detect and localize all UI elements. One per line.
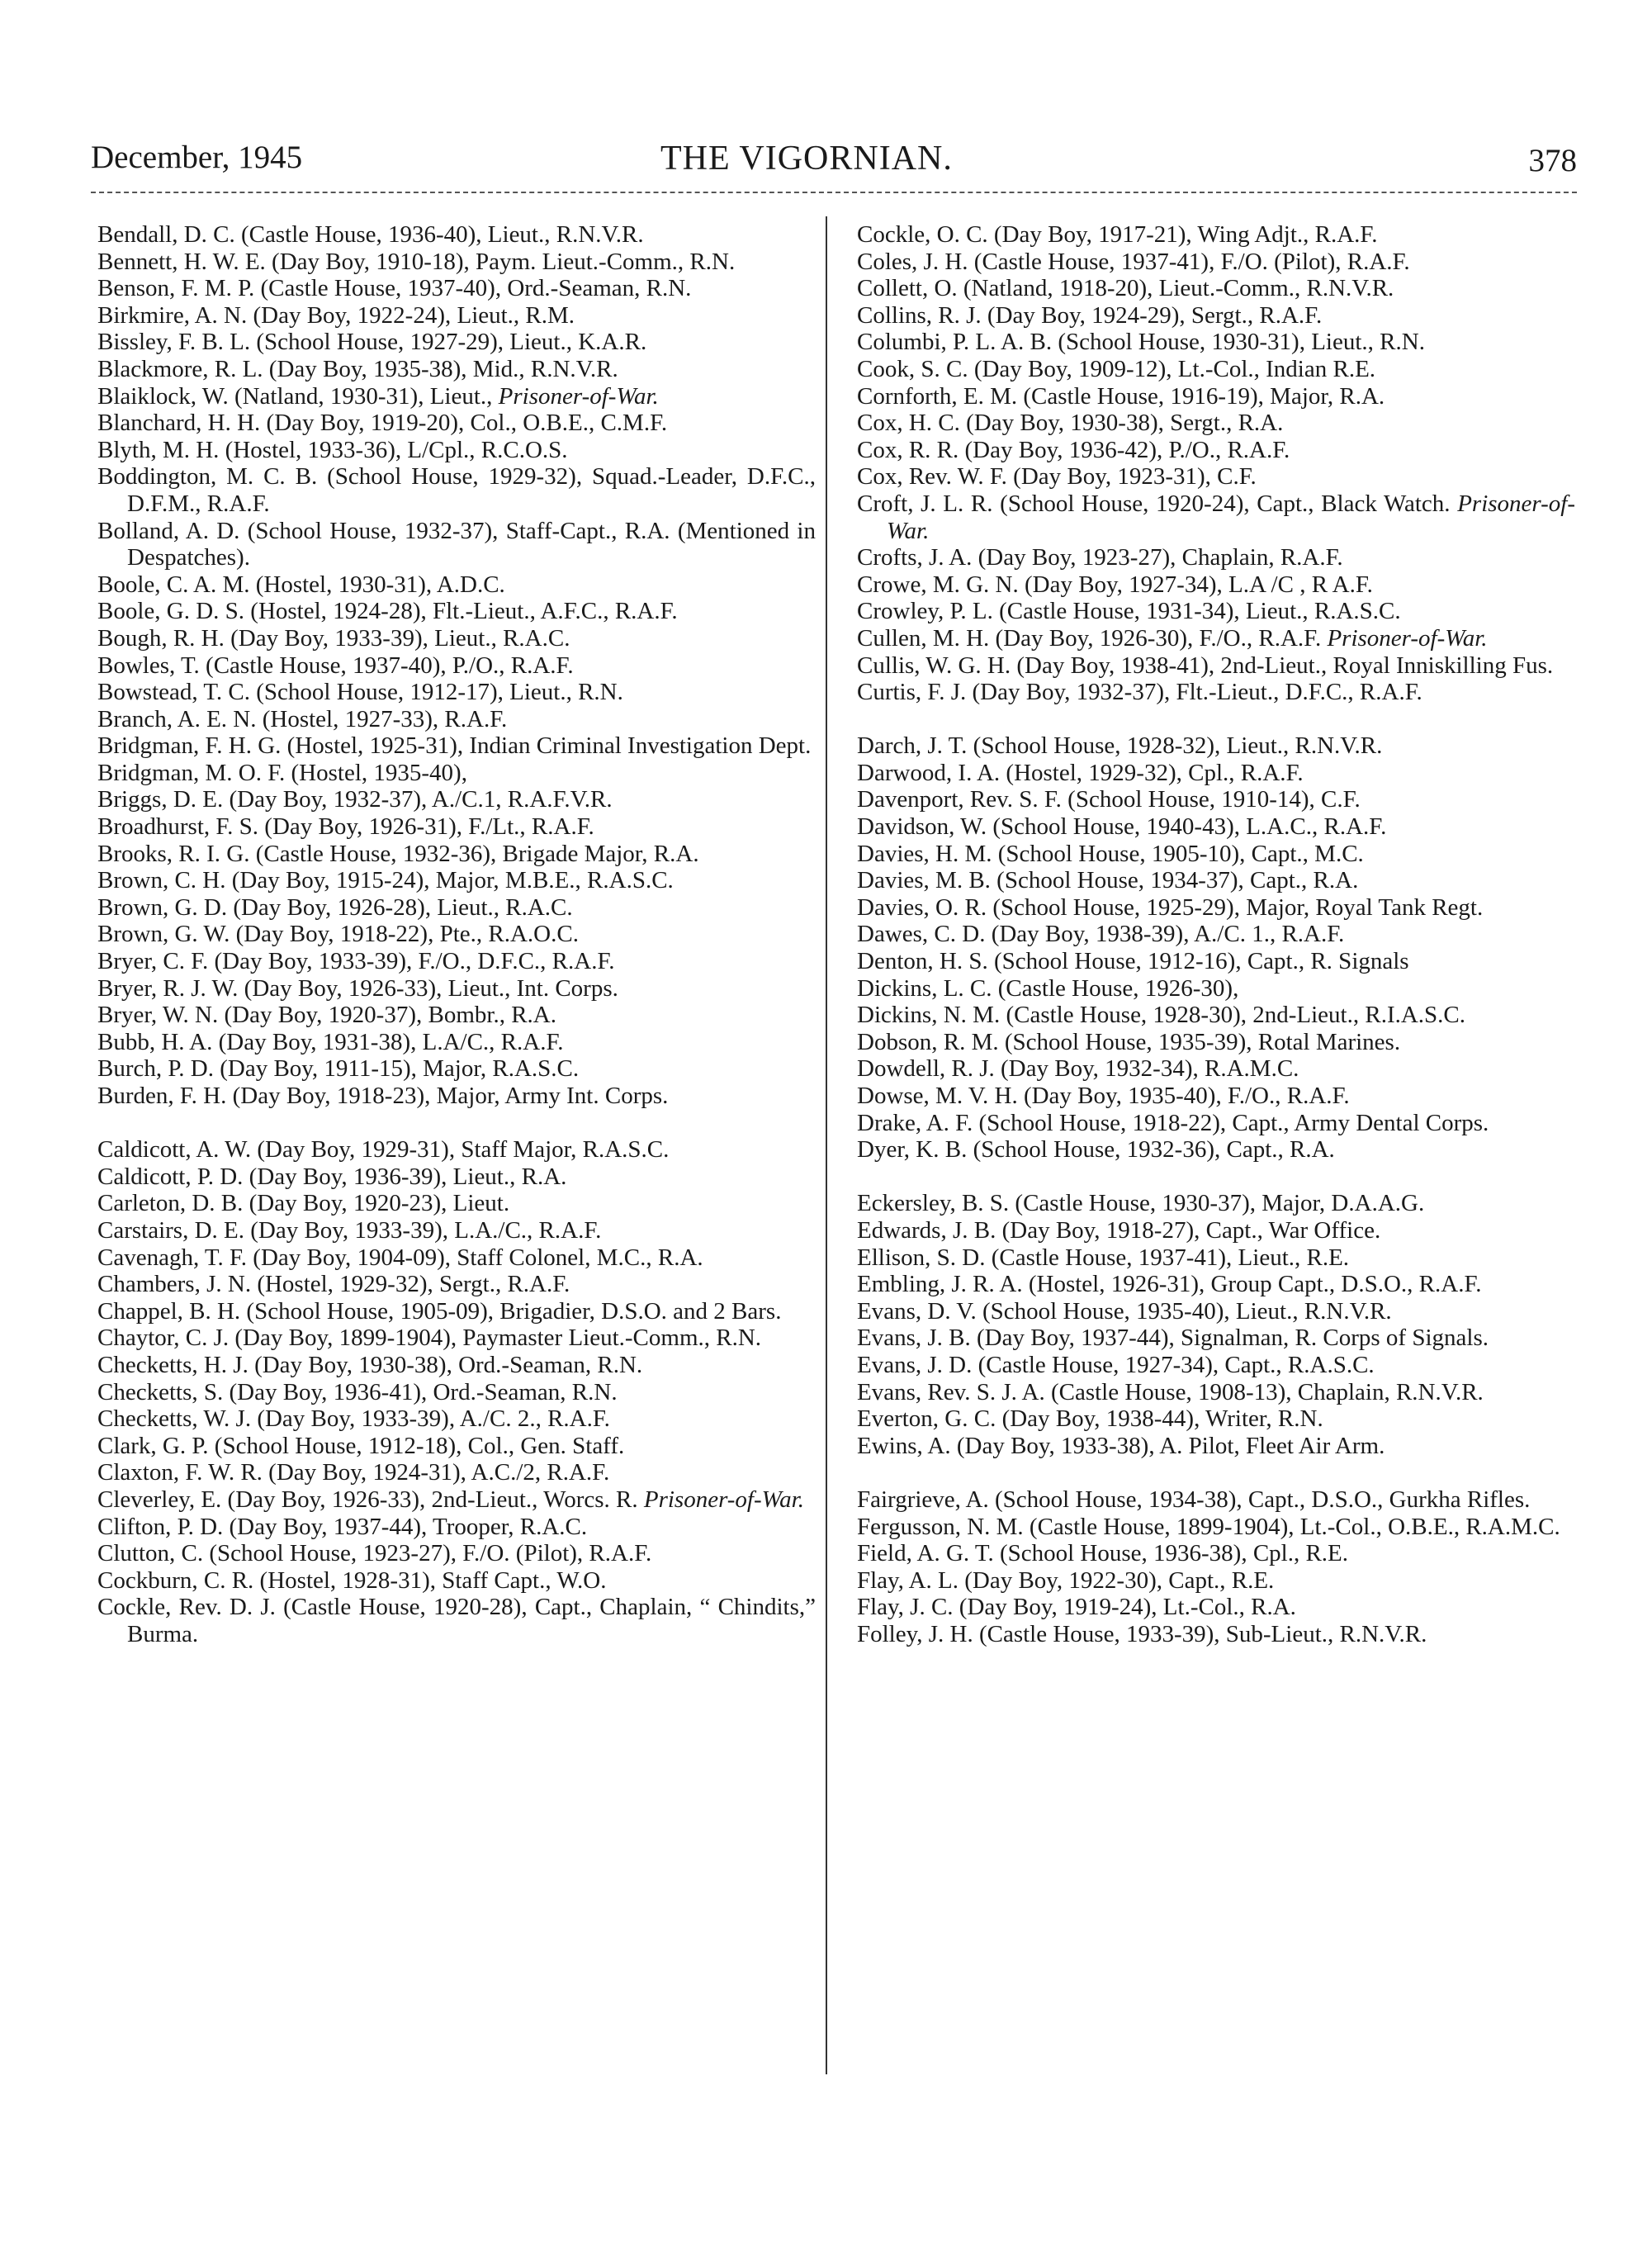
entry-text: Drake, A. F. (School House, 1918-22), Capt., Army Dental Corps. — [857, 1109, 1489, 1136]
roll-entry — [97, 867, 816, 894]
entry-text: Brown, C. H. (Day Boy, 1915-24), Major, M.B.E., R.A.S.C. — [97, 867, 674, 894]
entry-text: Folley, J. H. (Castle House, 1933-39), Sub-Lieut., R.N.V.R. — [857, 1620, 1427, 1647]
roll-entry — [857, 760, 1575, 787]
roll-entry — [857, 841, 1575, 868]
roll-entry — [97, 1486, 816, 1514]
entry-text: Dyer, K. B. (School House, 1932-36), Capt., R.A. — [857, 1136, 1335, 1164]
entry-text: Clutton, C. (School House, 1923-27), F./O. (Pilot), R.A.F. — [97, 1540, 652, 1567]
roll-entry — [97, 1567, 816, 1595]
roll-entry — [97, 1540, 816, 1567]
right-column — [857, 221, 1575, 1647]
roll-entry — [97, 786, 816, 813]
roll-entry — [97, 1405, 816, 1433]
entry-text: Ellison, S. D. (Castle House, 1937-41), Lieut., R.E. — [857, 1244, 1350, 1271]
entry-italic-note: Prisoner-of-War. — [887, 490, 1575, 544]
entry-text: Collett, O. (Natland, 1918-20), Lieut.-Comm., R.N.V.R. — [857, 275, 1394, 302]
entry-text: Carstairs, D. E. (Day Boy, 1933-39), L.A./C., R.A.F. — [97, 1216, 602, 1244]
entry-text: Columbi, P. L. A. B. (School House, 1930-31), Lieut., R.N. — [857, 329, 1425, 356]
roll-entry — [857, 1405, 1575, 1433]
entry-text: Burch, P. D. (Day Boy, 1911-15), Major, R.A.S.C. — [97, 1055, 580, 1083]
entry-text: Checketts, S. (Day Boy, 1936-41), Ord.-Seaman, R.N. — [97, 1378, 618, 1405]
entry-text: Chaytor, C. J. (Day Boy, 1899-1904), Paymaster Lieut.-Comm., R.N. — [97, 1325, 762, 1352]
roll-entry — [97, 1514, 816, 1541]
entry-text: Everton, G. C. (Day Boy, 1938-44), Writer, R.N. — [857, 1405, 1323, 1433]
entry-text: Chappel, B. H. (School House, 1905-09), Brigadier, D.S.O. and 2 Bars. — [97, 1297, 782, 1325]
entry-text: Curtis, F. J. (Day Boy, 1932-37), Flt.-Lieut., D.F.C., R.A.F. — [857, 679, 1422, 706]
roll-entry — [857, 1379, 1575, 1406]
entry-text: Boole, G. D. S. (Hostel, 1924-28), Flt.-Lieut., A.F.C., R.A.F. — [97, 598, 678, 625]
entry-text: Davies, O. R. (School House, 1925-29), Major, Royal Tank Regt. — [857, 893, 1484, 921]
entry-text: Boole, C. A. M. (Hostel, 1930-31), A.D.C. — [97, 571, 505, 598]
entry-italic-note: Prisoner-of-War. — [1327, 624, 1488, 652]
entry-text: Branch, A. E. N. (Hostel, 1927-33), R.A.F. — [97, 705, 508, 732]
roll-entry — [97, 948, 816, 975]
entry-text: Bowles, T. (Castle House, 1937-40), P./O., R.A.F. — [97, 652, 574, 679]
entry-text: Boddington, M. C. B. (School House, 1929-32), Squad.-Leader, D.F.C., D.F.M., R.A.F. — [97, 463, 816, 517]
roll-entry — [857, 732, 1575, 760]
roll-entry — [97, 410, 816, 437]
entry-text: Evans, J. D. (Castle House, 1927-34), Capt., R.A.S.C. — [857, 1351, 1375, 1378]
entry-text: Cornforth, E. M. (Castle House, 1916-19), Major, R.A. — [857, 382, 1385, 410]
entry-text: Cox, H. C. (Day Boy, 1930-38), Sergt., R.A. — [857, 410, 1284, 437]
entry-text: Fairgrieve, A. (School House, 1934-38), Capt., D.S.O., Gurkha Rifles. — [857, 1486, 1531, 1513]
entry-text: Fergusson, N. M. (Castle House, 1899-1904), Lt.-Col., O.B.E., R.A.M.C. — [857, 1513, 1560, 1540]
column-divider — [826, 216, 827, 2074]
roll-entry — [857, 1002, 1575, 1029]
roll-entry — [97, 894, 816, 922]
left-column — [97, 221, 816, 1647]
entry-text: Broadhurst, F. S. (Day Boy, 1926-31), F./Lt., R.A.F. — [97, 813, 594, 841]
entry-text: Darwood, I. A. (Hostel, 1929-32), Cpl., R.A.F. — [857, 759, 1304, 786]
roll-entry — [857, 1621, 1575, 1648]
entry-text: Checketts, H. J. (Day Boy, 1930-38), Ord.-Seaman, R.N. — [97, 1351, 643, 1378]
roll-entry — [97, 841, 816, 868]
entry-text: Bryer, C. F. (Day Boy, 1933-39), F./O., D.F.C., R.A.F. — [97, 948, 615, 975]
roll-entry — [97, 518, 816, 571]
entry-text: Chambers, J. N. (Hostel, 1929-32), Sergt., R.A.F. — [97, 1271, 570, 1298]
roll-entry — [857, 249, 1575, 276]
entry-italic-note: Prisoner-of-War. — [643, 1486, 804, 1513]
roll-entry — [857, 1540, 1575, 1567]
entry-text: Dickins, L. C. (Castle House, 1926-30), — [857, 974, 1239, 1002]
entry-text: Flay, A. L. (Day Boy, 1922-30), Capt., R.E. — [857, 1566, 1275, 1594]
entry-text: Evans, J. B. (Day Boy, 1937-44), Signalman, R. Corps of Signals. — [857, 1325, 1489, 1352]
roll-entry — [97, 1594, 816, 1647]
entry-text: Blyth, M. H. (Hostel, 1933-36), L/Cpl., R.C.O.S. — [97, 436, 568, 463]
entry-text: Eckersley, B. S. (Castle House, 1930-37), Major, D.A.A.G. — [857, 1190, 1425, 1217]
entry-text: Briggs, D. E. (Day Boy, 1932-37), A./C.1, R.A.F.V.R. — [97, 786, 613, 813]
roll-entry — [97, 813, 816, 841]
roll-entry — [857, 544, 1575, 571]
roll-entry — [857, 1594, 1575, 1621]
roll-entry — [97, 679, 816, 706]
roll-entry — [857, 221, 1575, 249]
entry-text: Bissley, F. B. L. (School House, 1927-29), Lieut., K.A.R. — [97, 329, 647, 356]
entry-text: Crowley, P. L. (Castle House, 1931-34), Lieut., R.A.S.C. — [857, 598, 1401, 625]
entry-text: Ewins, A. (Day Boy, 1933-38), A. Pilot, Fleet Air Arm. — [857, 1432, 1385, 1459]
entry-text: Cullen, M. H. (Day Boy, 1926-30), F./O., R.A.F. — [857, 624, 1322, 652]
entry-text: Brown, G. W. (Day Boy, 1918-22), Pte., R.A.O.C. — [97, 921, 579, 948]
roll-entry — [857, 1514, 1575, 1541]
entry-text: Cockle, O. C. (Day Boy, 1917-21), Wing Adjt., R.A.F. — [857, 221, 1378, 248]
entry-text: Dobson, R. M. (School House, 1935-39), Rotal Marines. — [857, 1028, 1401, 1055]
roll-entry — [97, 652, 816, 680]
roll-entry — [857, 1217, 1575, 1244]
entry-text: Cleverley, E. (Day Boy, 1926-33), 2nd-Lieut., Worcs. R. — [97, 1486, 638, 1513]
entry-text: Crowe, M. G. N. (Day Boy, 1927-34), L.A /C , R A.F. — [857, 571, 1373, 598]
page-number: 378 — [1528, 143, 1577, 178]
entry-text: Davies, H. M. (School House, 1905-10), Capt., M.C. — [857, 840, 1364, 867]
roll-entry — [857, 1567, 1575, 1595]
entry-text: Benson, F. M. P. (Castle House, 1937-40), Ord.-Seaman, R.N. — [97, 275, 692, 302]
roll-entry — [857, 1055, 1575, 1083]
roll-entry — [857, 1486, 1575, 1514]
roll-entry — [857, 679, 1575, 706]
entry-text: Cox, R. R. (Day Boy, 1936-42), P./O., R.A.F. — [857, 436, 1290, 463]
entry-text: Brooks, R. I. G. (Castle House, 1932-36), Brigade Major, R.A. — [97, 840, 699, 867]
entry-text: Davies, M. B. (School House, 1934-37), Capt., R.A. — [857, 867, 1359, 894]
roll-entry — [97, 1029, 816, 1056]
roll-entry — [857, 598, 1575, 625]
section-gap — [857, 706, 1575, 733]
entry-text: Flay, J. C. (Day Boy, 1919-24), Lt.-Col., R.A. — [857, 1594, 1296, 1621]
entry-text: Blaiklock, W. (Natland, 1930-31), Lieut., — [97, 382, 493, 410]
entry-text: Collins, R. J. (Day Boy, 1924-29), Sergt., R.A.F. — [857, 301, 1323, 329]
entry-text: Dowse, M. V. H. (Day Boy, 1935-40), F./O., R.A.F. — [857, 1083, 1350, 1109]
entry-text: Bryer, R. J. W. (Day Boy, 1926-33), Lieut., Int. Corps. — [97, 974, 618, 1002]
roll-entry — [97, 921, 816, 948]
entry-text: Bridgman, M. O. F. (Hostel, 1935-40), — [97, 759, 467, 786]
roll-entry — [97, 221, 816, 249]
entry-text: Evans, D. V. (School House, 1935-40), Lieut., R.N.V.R. — [857, 1297, 1392, 1325]
roll-entry — [97, 760, 816, 787]
entry-text: Davenport, Rev. S. F. (School House, 1910-14), C.F. — [857, 786, 1361, 813]
entry-italic-note: Prisoner-of-War. — [498, 382, 659, 410]
roll-entry — [857, 275, 1575, 302]
roll-entry — [857, 975, 1575, 1002]
entry-text: Bryer, W. N. (Day Boy, 1920-37), Bombr., R.A. — [97, 1002, 556, 1029]
roll-entry — [97, 1379, 816, 1406]
entry-text: Cook, S. C. (Day Boy, 1909-12), Lt.-Col., Indian R.E. — [857, 355, 1376, 382]
roll-entry — [97, 275, 816, 302]
roll-entry — [857, 1190, 1575, 1217]
roll-entry — [97, 1002, 816, 1029]
entry-text: Burden, F. H. (Day Boy, 1918-23), Major, Army Int. Corps. — [97, 1083, 669, 1109]
roll-entry — [97, 975, 816, 1002]
roll-entry — [857, 1325, 1575, 1352]
roll-entry — [857, 491, 1575, 544]
header-title: THE VIGORNIAN. — [660, 140, 953, 178]
roll-entry — [97, 383, 816, 410]
roll-entry — [857, 1271, 1575, 1298]
roll-entry — [97, 1244, 816, 1272]
roll-entry — [97, 625, 816, 652]
section-gap — [857, 1459, 1575, 1486]
entry-text: Denton, H. S. (School House, 1912-16), Capt., R. Signals — [857, 948, 1409, 975]
roll-entry — [857, 1433, 1575, 1460]
roll-entry — [857, 867, 1575, 894]
roll-entry — [97, 1325, 816, 1352]
roll-entry — [857, 302, 1575, 329]
entry-text: Evans, Rev. S. J. A. (Castle House, 1908-13), Chaplain, R.N.V.R. — [857, 1378, 1484, 1405]
entry-text: Dawes, C. D. (Day Boy, 1938-39), A./C. 1., R.A.F. — [857, 921, 1345, 948]
entry-text: Field, A. G. T. (School House, 1936-38), Cpl., R.E. — [857, 1540, 1349, 1567]
entry-text: Bubb, H. A. (Day Boy, 1931-38), L.A/C., R.A.F. — [97, 1028, 564, 1055]
roll-entry — [857, 329, 1575, 356]
roll-entry — [857, 437, 1575, 464]
entry-text: Bolland, A. D. (School House, 1932-37), Staff-Capt., R.A. (Mentioned in Despatches). — [97, 517, 816, 571]
roll-entry — [97, 356, 816, 383]
section-gap — [857, 1164, 1575, 1191]
roll-entry — [97, 463, 816, 517]
entry-text: Cox, Rev. W. F. (Day Boy, 1923-31), C.F. — [857, 463, 1257, 491]
roll-entry — [857, 571, 1575, 599]
roll-entry — [857, 1110, 1575, 1137]
entry-text: Cavenagh, T. F. (Day Boy, 1904-09), Staff Colonel, M.C., R.A. — [97, 1244, 703, 1271]
entry-text: Dickins, N. M. (Castle House, 1928-30), 2nd-Lieut., R.I.A.S.C. — [857, 1002, 1466, 1029]
roll-entry — [857, 921, 1575, 948]
entry-text: Croft, J. L. R. (School House, 1920-24), Capt., Black Watch. — [857, 490, 1451, 517]
roll-entry — [97, 302, 816, 329]
roll-entry — [857, 1029, 1575, 1056]
entry-text: Caldicott, P. D. (Day Boy, 1936-39), Lieut., R.A. — [97, 1163, 567, 1190]
entry-text: Bridgman, F. H. G. (Hostel, 1925-31), Indian Criminal Investigation Dept. — [97, 732, 812, 760]
entry-text: Dowdell, R. J. (Day Boy, 1932-34), R.A.M.C. — [857, 1055, 1299, 1083]
roll-entry — [97, 1083, 816, 1110]
entry-text: Cockburn, C. R. (Hostel, 1928-31), Staff Capt., W.O. — [97, 1566, 607, 1594]
roll-entry — [97, 329, 816, 356]
entry-text: Davidson, W. (School House, 1940-43), L.A.C., R.A.F. — [857, 813, 1387, 841]
roll-entry — [97, 1217, 816, 1244]
entry-text: Edwards, J. B. (Day Boy, 1918-27), Capt., War Office. — [857, 1216, 1381, 1244]
entry-text: Blanchard, H. H. (Day Boy, 1919-20), Col., O.B.E., C.M.F. — [97, 410, 668, 437]
roll-entry — [97, 1459, 816, 1486]
roll-entry — [97, 1298, 816, 1325]
roll-entry — [857, 356, 1575, 383]
roll-entry — [857, 1136, 1575, 1164]
roll-entry — [97, 249, 816, 276]
entry-text: Bowstead, T. C. (School House, 1912-17), Lieut., R.N. — [97, 679, 623, 706]
entry-text: Clark, G. P. (School House, 1912-18), Col., Gen. Staff. — [97, 1432, 625, 1459]
roll-entry — [97, 732, 816, 760]
entry-text: Clifton, P. D. (Day Boy, 1937-44), Trooper, R.A.C. — [97, 1513, 588, 1540]
entry-text: Coles, J. H. (Castle House, 1937-41), F./O. (Pilot), R.A.F. — [857, 248, 1410, 275]
page-header — [91, 139, 1577, 188]
entry-text: Embling, J. R. A. (Hostel, 1926-31), Group Capt., D.S.O., R.A.F. — [857, 1271, 1482, 1298]
header-date: December, 1945 — [91, 140, 303, 175]
roll-entry — [857, 383, 1575, 410]
entry-text: Birkmire, A. N. (Day Boy, 1922-24), Lieut., R.M. — [97, 301, 575, 329]
section-gap — [97, 1110, 816, 1137]
roll-entry — [857, 463, 1575, 491]
roll-entry — [97, 1433, 816, 1460]
entry-text: Brown, G. D. (Day Boy, 1926-28), Lieut., R.A.C. — [97, 893, 573, 921]
roll-entry — [857, 1298, 1575, 1325]
entry-text: Crofts, J. A. (Day Boy, 1923-27), Chaplain, R.A.F. — [857, 544, 1343, 571]
entry-text: Bough, R. H. (Day Boy, 1933-39), Lieut., R.A.C. — [97, 624, 570, 652]
roll-entry — [97, 1055, 816, 1083]
roll-entry — [97, 1164, 816, 1191]
entry-text: Carleton, D. B. (Day Boy, 1920-23), Lieut. — [97, 1190, 510, 1217]
entry-text: Claxton, F. W. R. (Day Boy, 1924-31), A.C./2, R.A.F. — [97, 1459, 610, 1486]
roll-entry — [857, 410, 1575, 437]
roll-entry — [857, 1244, 1575, 1272]
entry-text: Darch, J. T. (School House, 1928-32), Lieut., R.N.V.R. — [857, 732, 1383, 760]
roll-entry — [857, 813, 1575, 841]
roll-entry — [97, 1136, 816, 1164]
roll-entry — [97, 1271, 816, 1298]
roll-entry — [857, 1352, 1575, 1379]
roll-entry — [857, 948, 1575, 975]
entry-text: Checketts, W. J. (Day Boy, 1933-39), A./C. 2., R.A.F. — [97, 1405, 610, 1433]
roll-entry — [97, 598, 816, 625]
roll-entry — [857, 786, 1575, 813]
roll-entry — [857, 652, 1575, 680]
roll-entry — [97, 1190, 816, 1217]
roll-entry — [97, 437, 816, 464]
header-rule — [91, 192, 1577, 193]
entry-text: Cockle, Rev. D. J. (Castle House, 1920-28), Capt., Chaplain, “ Chindits,” Burma. — [97, 1594, 816, 1647]
roll-entry — [97, 571, 816, 599]
entry-text: Bennett, H. W. E. (Day Boy, 1910-18), Paym. Lieut.-Comm., R.N. — [97, 248, 736, 275]
roll-entry — [857, 1083, 1575, 1110]
roll-entry — [97, 1352, 816, 1379]
roll-entry — [97, 706, 816, 733]
roll-entry — [857, 894, 1575, 922]
entry-text: Blackmore, R. L. (Day Boy, 1935-38), Mid., R.N.V.R. — [97, 355, 618, 382]
roll-entry — [857, 625, 1575, 652]
entry-text: Bendall, D. C. (Castle House, 1936-40), Lieut., R.N.V.R. — [97, 221, 644, 248]
entry-text: Cullis, W. G. H. (Day Boy, 1938-41), 2nd-Lieut., Royal Inniskilling Fus. — [857, 652, 1554, 679]
entry-text: Caldicott, A. W. (Day Boy, 1929-31), Staff Major, R.A.S.C. — [97, 1136, 670, 1164]
